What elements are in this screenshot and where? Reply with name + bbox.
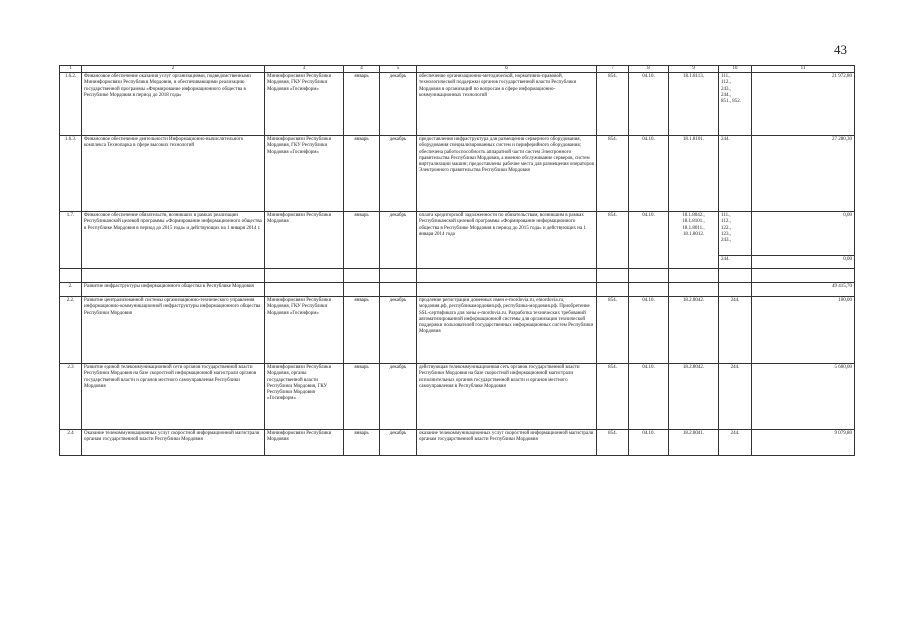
start-month: январь — [344, 364, 380, 430]
row-number: 1.7. — [60, 212, 82, 269]
column-number: 7 — [597, 66, 629, 73]
expected-result: предоставления инфраструктура для размещения серверного оборудования, оборудования специализированных систем и периферийного оборудования; обеспечена работоспособность аппаратной части систем Электронного правительства Республики Мордовия, а именно обслуживание серверов, систем виртуализации машин; предоставлены рабочие места для размещения операторов Электронного правительства Республики Мордовия — [417, 136, 597, 212]
kbk-expense-type: 244. — [719, 364, 752, 430]
kbk-target: 18.2.8042. — [669, 297, 719, 364]
kbk-ministry: 854. — [597, 73, 629, 136]
column-number: 3 — [265, 66, 344, 73]
row-number: 1.6.3. — [60, 136, 82, 212]
executor: Мининформсвязи Республики Мордовия, ГКУ Республики Мордовия «Госинформ» — [265, 297, 344, 364]
kbk-ministry — [597, 283, 629, 297]
row-number: 2. — [60, 283, 82, 297]
kbk-ministry: 854. — [597, 430, 629, 456]
start-month — [344, 283, 380, 297]
kbk-target: 18.1.8042., 18.1.8101., 18.1.8011., 18.1.8012. — [669, 212, 719, 269]
expected-result: оказание телекоммуникационных услуг скоростной информационной магистрали органам государственной власти Республики Мордовия — [417, 430, 597, 456]
start-month: январь — [344, 73, 380, 136]
program-measures-table — [59, 65, 855, 456]
kbk-target: 18.2.8041. — [669, 430, 719, 456]
executor: Мининформсвязи Республики Мордовия — [265, 212, 344, 269]
funding-amount: 9 079,80 — [752, 430, 855, 456]
table-sheet — [59, 65, 854, 456]
executor — [265, 283, 344, 297]
executor: Мининформсвязи Республики Мордовия — [265, 430, 344, 456]
expected-result: действующая телекоммуникационная сеть органов государственной власти Республики Мордовия на базе скоростной информационной магистрали исполнительных органов государственной власти и органов местного самоуправления в Республике Мордовия — [417, 364, 597, 430]
column-number: 4 — [344, 66, 380, 73]
measure-name: Развитие централизованной системы организационно-технического управления информационно-коммуникационной инфраструктуры информационного общества Республики Мордовия — [82, 297, 265, 364]
table-row — [60, 430, 855, 456]
executor: Мининформсвязи Республики Мордовия, органы государственной власти Республики Мордовия, ГКУ Республики Мордовия «Госинформ» — [265, 364, 344, 430]
kbk-target: 18.1.8113. — [669, 73, 719, 136]
measure-name: Финансовое обеспечение деятельности Информационно-вычислительного комплекса Технопарка в сфере высоких технологий — [82, 136, 265, 212]
kbk-section: 04.10. — [629, 73, 669, 136]
kbk-ministry: 854. — [597, 364, 629, 430]
kbk-ministry: 854. — [597, 212, 629, 269]
funding-amount: 49 415,70 — [752, 283, 855, 297]
start-month: январь — [344, 430, 380, 456]
row-number: 2.2. — [60, 297, 82, 364]
funding-amount: 27 280,30 — [752, 136, 855, 212]
measure-name: Финансовое обеспечение обязательств, возникших в рамках реализации Республиканской целевой программы «Формирование информационного общества в Республике Мордовия в период до 2015 года» и действующих на 1 января 2014 г. — [82, 212, 265, 269]
kbk-expense-type: 111., 112., 243., 244., 851., 852. — [719, 73, 752, 136]
column-number-row — [60, 66, 855, 73]
funding-amount: 100,00 — [752, 297, 855, 364]
row-number: 1.6.2. — [60, 73, 82, 136]
kbk-section: 04.10. — [629, 364, 669, 430]
end-month: декабрь — [380, 297, 417, 364]
table-spacer-row — [60, 269, 855, 283]
end-month: декабрь — [380, 73, 417, 136]
kbk-expense-type: 244. — [719, 136, 752, 212]
funding-amount: 21 972,80 — [752, 73, 855, 136]
kbk-ministry: 854. — [597, 136, 629, 212]
end-month: декабрь — [380, 212, 417, 269]
table-row — [60, 297, 855, 364]
kbk-expense-type: 111., 112., 122., 123., 243., — [719, 212, 752, 256]
kbk-expense-type — [719, 283, 752, 297]
column-number: 5 — [380, 66, 417, 73]
kbk-ministry: 854. — [597, 297, 629, 364]
kbk-target: 18.1.8101. — [669, 136, 719, 212]
end-month — [380, 283, 417, 297]
executor: Мининформсвязи Республики Мордовия, ГКУ Республики Мордовия «Госинформ» — [265, 136, 344, 212]
funding-amount: 0,00 — [752, 256, 855, 269]
measure-name: Развитие единой телекоммуникационной сети органов государственной власти Республики Мордовия на базе скоростной информационной магистрали органов государственной власти и органов местного самоуправления Республики Мордовия — [82, 364, 265, 430]
row-number: 2.4 — [60, 430, 82, 456]
kbk-target — [669, 283, 719, 297]
expected-result — [417, 283, 597, 297]
end-month: декабрь — [380, 364, 417, 430]
page-number: 43 — [834, 42, 847, 57]
column-number: 10 — [719, 66, 752, 73]
start-month: январь — [344, 212, 380, 269]
measure-name: Финансовое обеспечение оказания услуг организациями, подведомственными Мининформсвязи Республики Мордовия, и обеспечивающими реализацию государственной программы «Формирование информационного общества в Республике Мордовия в период до 2018 года» — [82, 73, 265, 136]
kbk-expense-type: 244. — [719, 256, 752, 269]
end-month: декабрь — [380, 430, 417, 456]
funding-amount: 5 600,00 — [752, 364, 855, 430]
column-number: 1 — [60, 66, 82, 73]
column-number: 9 — [669, 66, 719, 73]
table-row — [60, 364, 855, 430]
end-month: декабрь — [380, 136, 417, 212]
measure-name: Развитие инфраструктуры информационного общества в Республике Мордовия — [82, 283, 265, 297]
column-number: 8 — [629, 66, 669, 73]
kbk-target: 18.2.8042. — [669, 364, 719, 430]
table-row — [60, 136, 855, 212]
kbk-section: 04.10. — [629, 297, 669, 364]
table-row — [60, 212, 855, 256]
start-month: январь — [344, 297, 380, 364]
column-number: 6 — [417, 66, 597, 73]
column-number: 11 — [752, 66, 855, 73]
kbk-expense-type: 244. — [719, 430, 752, 456]
expected-result: продление регистрации доменных имен e-mordovia.ru, emordovia.ru, мордовия.рф, республикамордовия.рф, республика-мордовия.рф. Приобретение SSL-сертификата для зоны e-mordovia.ru. Разработка технических требований автоматизированной информационной системы для организации технической поддержки пользователей государственных информационных систем Республики Мордовия — [417, 297, 597, 364]
expected-result: обеспечение организационно-методической, нормативно-правовой, технологической поддержки органов государственной власти Республики Мордовия в организаций по вопросам в сфере информационно-коммуникационных технологий — [417, 73, 597, 136]
column-number: 2 — [82, 66, 265, 73]
kbk-section: 04.10. — [629, 136, 669, 212]
start-month: январь — [344, 136, 380, 212]
kbk-expense-type: 244. — [719, 297, 752, 364]
executor: Мининформсвязи Республики Мордовия, ГКУ Республики Мордовия «Госинформ» — [265, 73, 344, 136]
kbk-section — [629, 283, 669, 297]
funding-amount: 0,00 — [752, 212, 855, 256]
expected-result: оплата кредиторской задолженности по обязательствам, возникшим в рамках Республиканской целевой программы «Формирование информационного общества в Республике Мордовия в период до 2015 года» и действующих на 1 января 2014 года — [417, 212, 597, 269]
kbk-section: 04.10. — [629, 212, 669, 269]
measure-name: Оказание телекоммуникационных услуг скоростной информационной магистрали органам государственной власти Республики Мордовия — [82, 430, 265, 456]
kbk-section: 04.10. — [629, 430, 669, 456]
row-number: 2.3 — [60, 364, 82, 430]
table-row — [60, 283, 855, 297]
table-row — [60, 73, 855, 136]
